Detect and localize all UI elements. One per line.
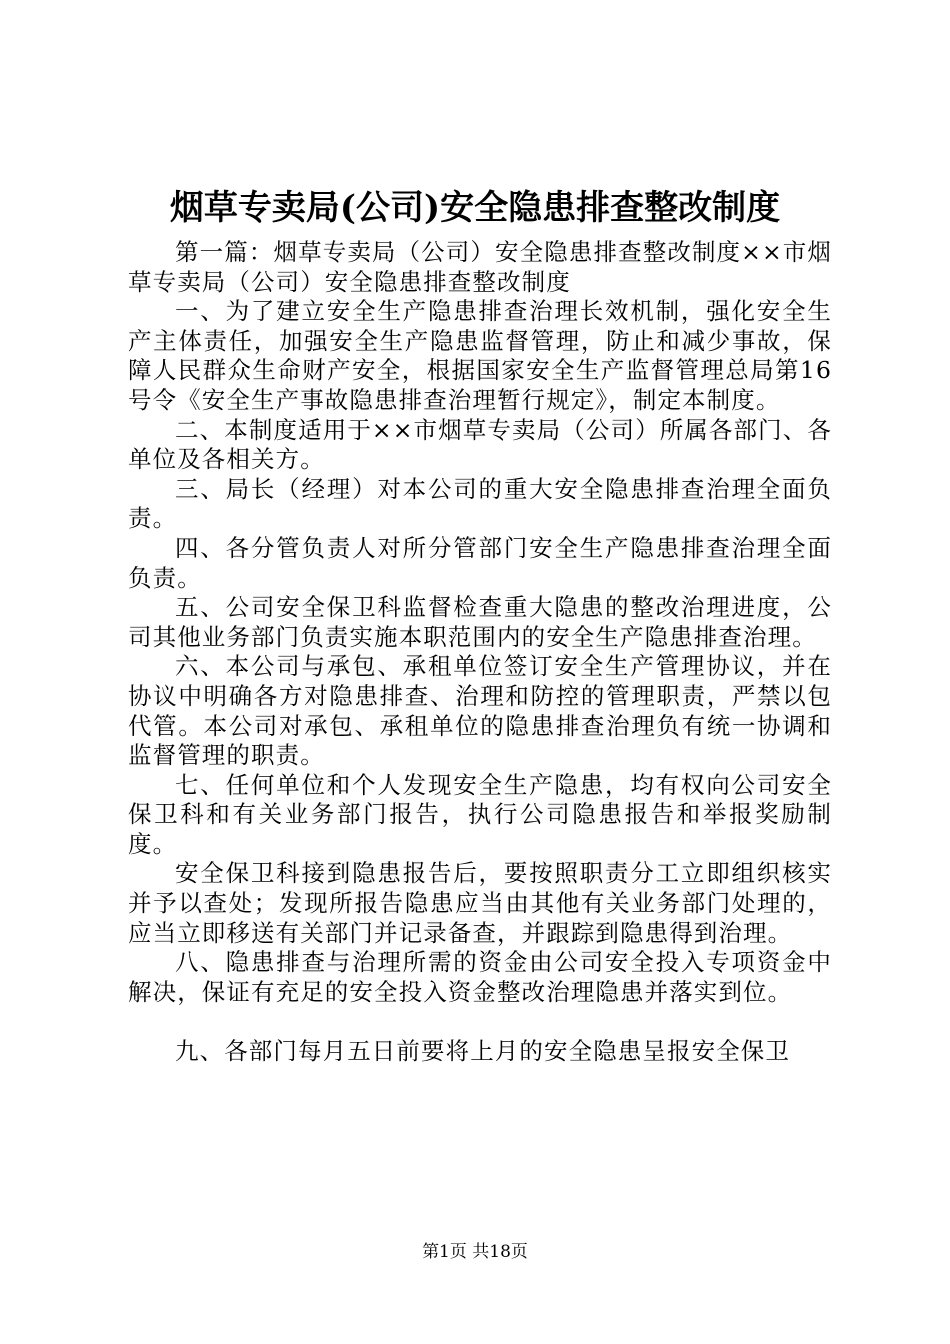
page-number-footer: 第1页 共18页	[422, 1242, 528, 1262]
paragraph-article-9: 九、各部门每月五日前要将上月的安全隐患呈报安全保卫	[175, 1037, 790, 1066]
paragraph-article-2: 二、本制度适用于××市烟草专卖局（公司）所属各部门、各单位及各相关方。	[128, 415, 832, 474]
document-title: 烟草专卖局(公司)安全隐患排查整改制度	[169, 188, 781, 228]
paragraph-article-7: 七、任何单位和个人发现安全生产隐患，均有权向公司安全保卫科和有关业务部门报告，执行公司隐患报告和举报奖励制度。	[128, 770, 832, 858]
paragraph-article-8: 八、隐患排查与治理所需的资金由公司安全投入专项资金中解决，保证有充足的安全投入资金整改治理隐患并落实到位。	[128, 948, 832, 1006]
paragraph-article-3: 三、局长（经理）对本公司的重大安全隐患排查治理全面负责。	[128, 474, 832, 533]
paragraph-intro: 第一篇：烟草专卖局（公司）安全隐患排查整改制度××市烟草专卖局（公司）安全隐患排查整改制度	[128, 238, 832, 296]
paragraph-article-6: 六、本公司与承包、承租单位签订安全生产管理协议，并在协议中明确各方对隐患排查、治理和防控的管理职责，严禁以包代管。本公司对承包、承租单位的隐患排查治理负有统一协调和监督管理的职责。	[128, 652, 832, 770]
paragraph-article-4: 四、各分管负责人对所分管部门安全生产隐患排查治理全面负责。	[128, 533, 832, 592]
paragraph-article-5: 五、公司安全保卫科监督检查重大隐患的整改治理进度，公司其他业务部门负责实施本职范围内的安全生产隐患排查治理。	[128, 593, 832, 651]
document-body	[128, 238, 832, 1067]
paragraph-article-7-continued: 安全保卫科接到隐患报告后，要按照职责分工立即组织核实并予以查处；发现所报告隐患应当由其他有关业务部门处理的，应当立即移送有关部门并记录备查，并跟踪到隐患得到治理。	[128, 859, 832, 947]
paragraph-article-1: 一、为了建立安全生产隐患排查治理长效机制，强化安全生产主体责任，加强安全生产隐患监督管理，防止和减少事故，保障人民群众生命财产安全，根据国家安全生产监督管理总局第16号令《安全生产事故隐患排查治理暂行规定》，制定本制度。	[128, 297, 832, 414]
